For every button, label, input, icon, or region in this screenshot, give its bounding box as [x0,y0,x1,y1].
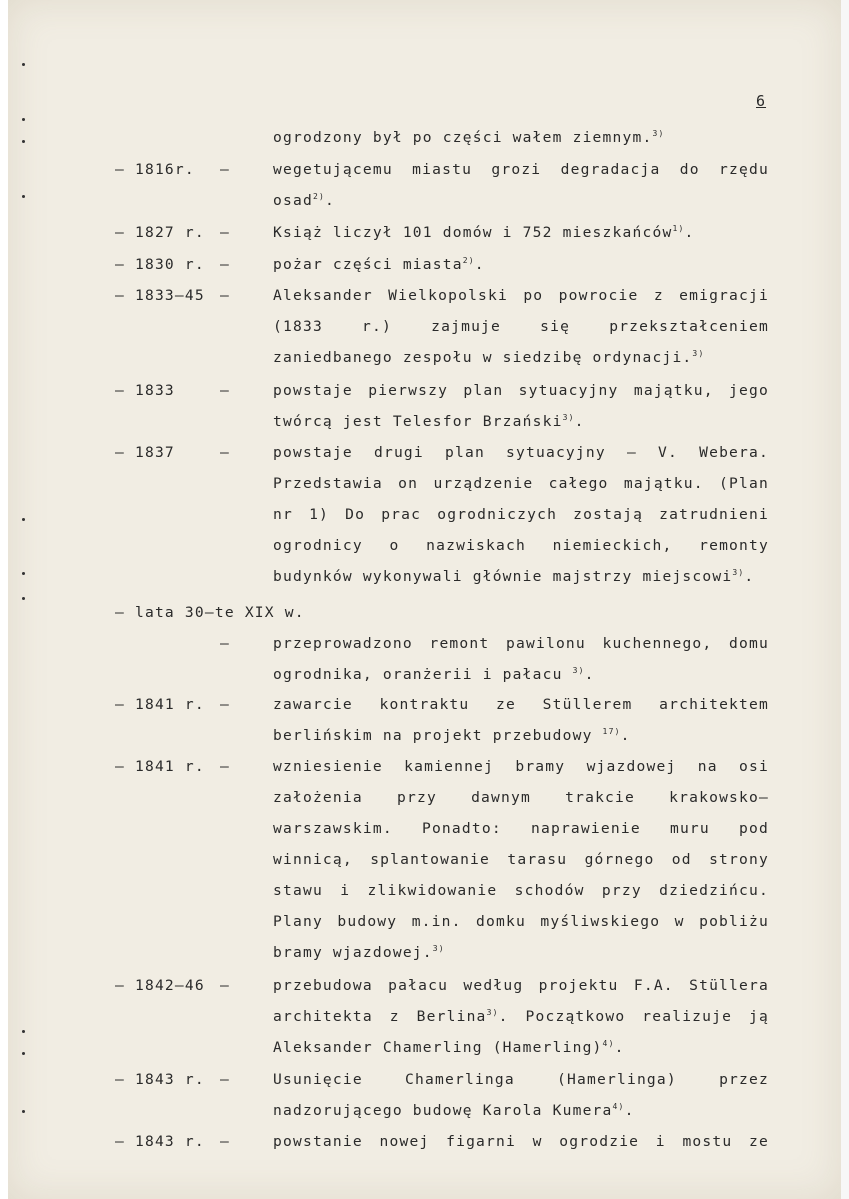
scan-speck [22,1052,25,1055]
entry-dash: – [220,758,230,775]
scan-speck [22,140,25,143]
entry-date: – 1827 r. [115,224,205,241]
entry-text-line: Usunięcie Chamerlinga (Hamerlinga) przez [273,1071,769,1088]
entry-dash: – [220,1133,230,1150]
entry-date: – 1833 [115,382,175,399]
footnote-ref: 3) [572,666,585,676]
footnote-ref: 2) [312,192,325,202]
entry-dash: – [220,256,230,273]
entry-text-line: pożar części miasta$^{2)}$. [273,256,485,273]
entry-dash: – [220,977,230,994]
entry-date: – 1816r. [115,161,195,178]
entry-text-line: berlińskim na projekt przebudowy $^{17)}$. [273,727,631,744]
entry-date: – 1841 r. [115,696,205,713]
entry-text-line: zaniedbanego zespołu w siedzibę ordynacji.$^{3)}$ [273,349,705,366]
footnote-ref: 3) [486,1008,499,1018]
entry-dash: – [220,287,230,304]
scan-edge [841,0,849,1199]
entry-text-line: wegetującemu miastu grozi degradacja do rzędu [273,161,769,178]
scan-speck [22,1030,25,1033]
entry-dash: – [220,382,230,399]
scan-speck [22,572,25,575]
entry-text-line: przebudowa pałacu według projektu F.A. Stüllera [273,977,769,994]
entry-text-line: stawu i zlikwidowanie schodów przy dziedzińcu. [273,882,769,899]
entry-date: – lata 30–te XIX w. [115,604,305,621]
footnote-ref: 2) [462,256,475,266]
entry-dash: – [220,696,230,713]
entry-text-line: (1833 r.) zajmuje się przekształceniem [273,318,769,335]
entry-date: – 1843 r. [115,1133,205,1150]
entry-date: – 1837 [115,444,175,461]
entry-dash: – [220,1071,230,1088]
footnote-ref: 3) [652,129,665,139]
entry-dash: – [220,444,230,461]
entry-text-line: ogrodnika, oranżerii i pałacu $^{3)}$. [273,666,595,683]
entry-date: – 1830 r. [115,256,205,273]
entry-text-line: założenia przy dawnym trakcie krakowsko– [273,789,769,806]
entry-text-line: budynków wykonywali głównie majstrzy miejscowi$^{3)}$. [273,568,755,585]
entry-text-line: Aleksander Chamerling (Hamerling)$^{4)}$. [273,1039,625,1056]
entry-text-line: zawarcie kontraktu ze Stüllerem architektem [273,696,769,713]
page-number: 6 [756,92,767,110]
entry-date: – 1833–45 [115,287,205,304]
entry-text-line: Aleksander Wielkopolski po powrocie z emigracji [273,287,769,304]
entry-text-line: Plany budowy m.in. domku myśliwskiego w pobliżu [273,913,769,930]
footnote-ref: 3) [432,944,445,954]
scan-speck [22,63,25,66]
entry-date: – 1843 r. [115,1071,205,1088]
entry-dash: – [220,224,230,241]
entry-text-line: ogrodnicy o nazwiskach niemieckich, remonty [273,537,769,554]
scan-speck [22,597,25,600]
entry-text-line: Książ liczył 101 domów i 752 mieszkańców$^{1)}$. [273,224,695,241]
footnote-ref: 4) [602,1039,615,1049]
entry-text-line: winnicą, splantowanie tarasu górnego od strony [273,851,769,868]
entry-text-line: nadzorującego budowę Karola Kumera$^{4)}$. [273,1102,635,1119]
entry-text-line: ogrodzony był po części wałem ziemnym.$^{3)}$ [273,129,665,146]
entry-dash: – [220,635,230,652]
scan-speck [22,195,25,198]
entry-text-line: bramy wjazdowej.$^{3)}$ [273,944,445,961]
scan-speck [22,118,25,121]
entry-text-line: przeprowadzono remont pawilonu kuchennego, domu [273,635,769,652]
entry-text-line: wzniesienie kamiennej bramy wjazdowej na osi [273,758,769,775]
entry-text-line: Przedstawia on urządzenie całego majątku. (Plan [273,475,769,492]
entry-text-line: powstanie nowej figarni w ogrodzie i mostu ze [273,1133,769,1150]
entry-text-line: powstaje pierwszy plan sytuacyjny majątku, jego [273,382,769,399]
footnote-ref: 1) [672,224,685,234]
scan-speck [22,1110,25,1113]
entry-text-line: osad$^{2)}$. [273,192,335,209]
entry-text-line: twórcą jest Telesfor Brzański$^{3)}$. [273,413,585,430]
entry-date: – 1841 r. [115,758,205,775]
footnote-ref: 17) [602,727,621,737]
footnote-ref: 4) [612,1102,625,1112]
entry-text-line: architekta z Berlina$^{3)}$. Początkowo realizuje ją [273,1008,770,1025]
footnote-ref: 3) [692,349,705,359]
footnote-ref: 3) [732,568,745,578]
entry-text-line: powstaje drugi plan sytuacyjny – V. Webera. [273,444,769,461]
entry-text-line: nr 1) Do prac ogrodniczych zostają zatrudnieni [273,506,769,523]
footnote-ref: 3) [562,413,575,423]
entry-dash: – [220,161,230,178]
entry-text-line: warszawskim. Ponadto: naprawienie muru pod [273,820,769,837]
entry-date: – 1842–46 [115,977,205,994]
scan-speck [22,518,25,521]
